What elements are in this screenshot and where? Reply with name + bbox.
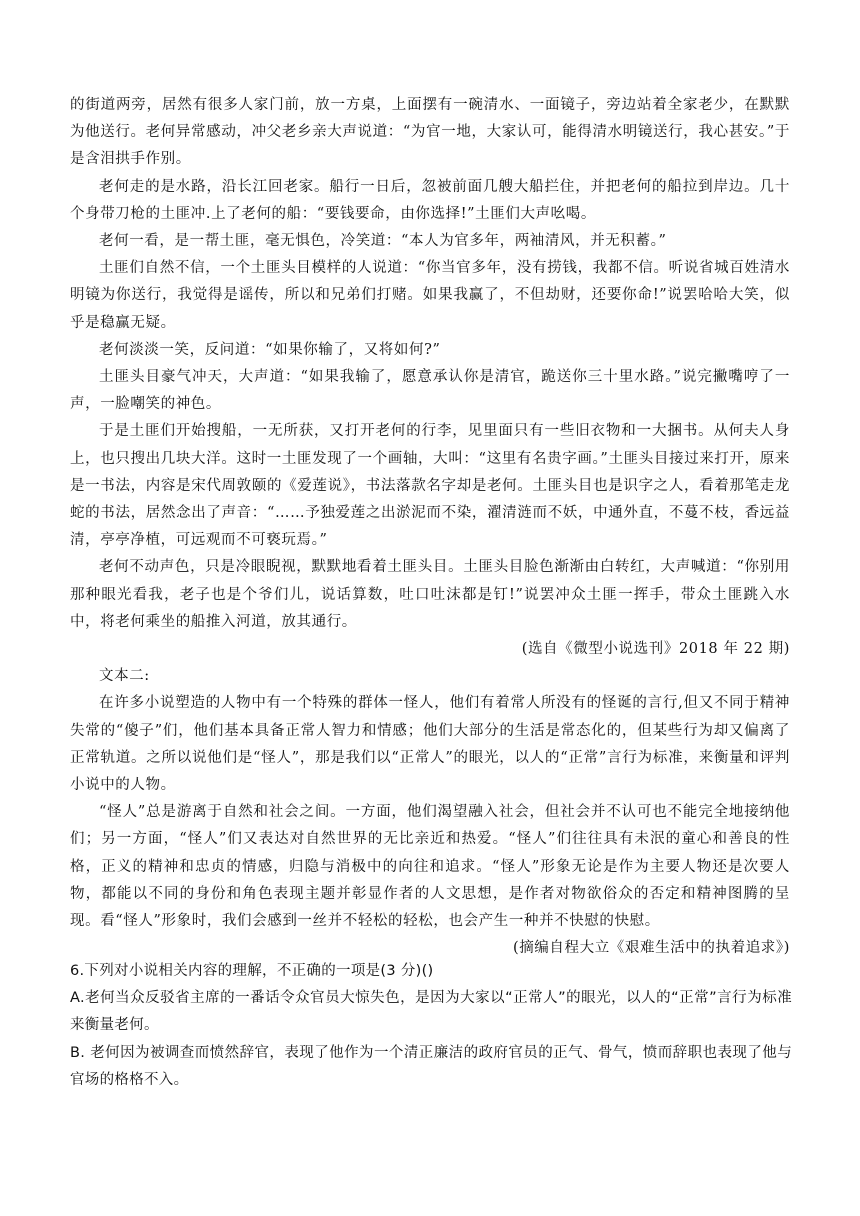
story-paragraph-1: 的街道两旁，居然有很多人家门前，放一方桌，上面摆有一碗清水、一面镜子，旁边站着全家老少，在默默为他送行。老何异常感动，冲父老乡亲大声说道：“为官一地，大家认可，能得清水明镜送行，我心甚安。”于是含泪拱手作别。 bbox=[70, 97, 790, 168]
text2-heading: 文本二: bbox=[99, 668, 150, 685]
story-paragraph-4: 土匪们自然不信，一个土匪头目模样的人说道：“你当官多年，没有捞钱，我都不信。听说省城百姓清水明镜为你送行，我觉得是谣传，所以和兄弟们打赌。如果我赢了，不但劫财，还要你命!”说罢哈哈大笑，似乎是稳赢无疑。 bbox=[70, 260, 790, 331]
story-paragraph-3: 老何一看，是一帮土匪，毫无惧色，冷笑道：“本人为官多年，两袖清风，并无积蓄。” bbox=[99, 233, 667, 250]
story-paragraph-6: 土匪头目豪气冲天，大声道：“如果我输了，愿意承认你是清官，跪送你三十里水路。”说完撇嘴哼了一声，一脸嘲笑的神色。 bbox=[70, 369, 790, 413]
story-source: (选自《微型小说选刊》2018 年 22 期) bbox=[521, 641, 790, 658]
story-paragraph-2: 老何走的是水路，沿长江回老家。船行一日后，忽被前面几艘大船拦住，并把老何的船拉到岸边。几十个身带刀枪的土匪冲.上了老何的船：“要钱要命，由你选择!”土匪们大声吆喝。 bbox=[70, 178, 790, 222]
question-option-a: A.老何当众反驳省主席的一番话令众官员大惊失色，是因为大家以“正常人”的眼光，以人的“正常”言行为标准来衡量老何。 bbox=[70, 990, 792, 1034]
question-stem: 6.下列对小说相关内容的理解，不正确的一项是(3 分)() bbox=[70, 963, 434, 979]
text2-paragraph-2: “怪人”总是游离于自然和社会之间。一方面，他们渴望融入社会，但社会并不认可也不能完全地接纳他们；另一方面，“怪人”们又表达对自然世界的无比亲近和热爱。“怪人”们往往具有未泯的童心和善良的性格，正义的精神和忠贞的情感，归隐与消极中的向往和追求。“怪人”形象无论是作为主要人物还是次要人物，都能以不同的身份和角色表现主题并彰显作者的人文思想，是作者对物欲俗众的否定和精神图腾的呈现。看“怪人”形象时，我们会感到一丝并不轻松的轻松，也会产生一种并不快慰的快慰。 bbox=[70, 804, 790, 930]
story-paragraph-5: 老何淡淡一笑，反问道：“如果你输了，又将如何?” bbox=[99, 341, 441, 358]
story-paragraph-8: 老何不动声色，只是冷眼睨视，默默地看着土匪头目。土匪头目脸色渐渐由白转红，大声喊道：“你别用那种眼光看我，老子也是个爷们儿，说话算数，吐口吐沫都是钉!”说罢冲众土匪一挥手，带众土匪跳入水中，将老何乘坐的船推入河道，放其通行。 bbox=[70, 559, 790, 630]
story-section bbox=[70, 92, 790, 963]
story-paragraph-7: 于是土匪们开始搜船，一无所获，又打开老何的行李，见里面只有一些旧衣物和一大捆书。从何夫人身上，也只搜出几块大洋。这时一土匪发现了一个画轴，大叫：“这里有名贵字画。”土匪头目接过来打开，原来是一书法，内容是宋代周敦颐的《爱莲说》，书法落款名字却是老何。土匪头目也是识字之人，看着那笔走龙蛇的书法，居然念出了声音：“……予独爱莲之出淤泥而不染，濯清涟而不妖，中通外直，不蔓不枝，香远益清，亭亭净植，可远观而不可亵玩焉。” bbox=[70, 423, 790, 549]
text2-paragraph-1: 在许多小说塑造的人物中有一个特殊的群体一怪人，他们有着常人所没有的怪诞的言行,但又不同于精神失常的“傻子”们，他们基本具备正常人智力和情感；他们大部分的生活是常态化的，但某些行为却又偏离了正常轨道。之所以说他们是“怪人”，那是我们以“正常人”的眼光，以人的“正常”言行为标准，来衡量和评判小说中的人物。 bbox=[70, 695, 790, 794]
question-section bbox=[70, 958, 792, 1094]
question-option-b: B. 老何因为被调查而愤然辞官，表现了他作为一个清正廉洁的政府官员的正气、骨气，愤而辞职也表现了他与官场的格格不入。 bbox=[70, 1044, 792, 1088]
text2-source: (摘编自程大立《艰难生活中的执着追求》) bbox=[512, 940, 790, 957]
